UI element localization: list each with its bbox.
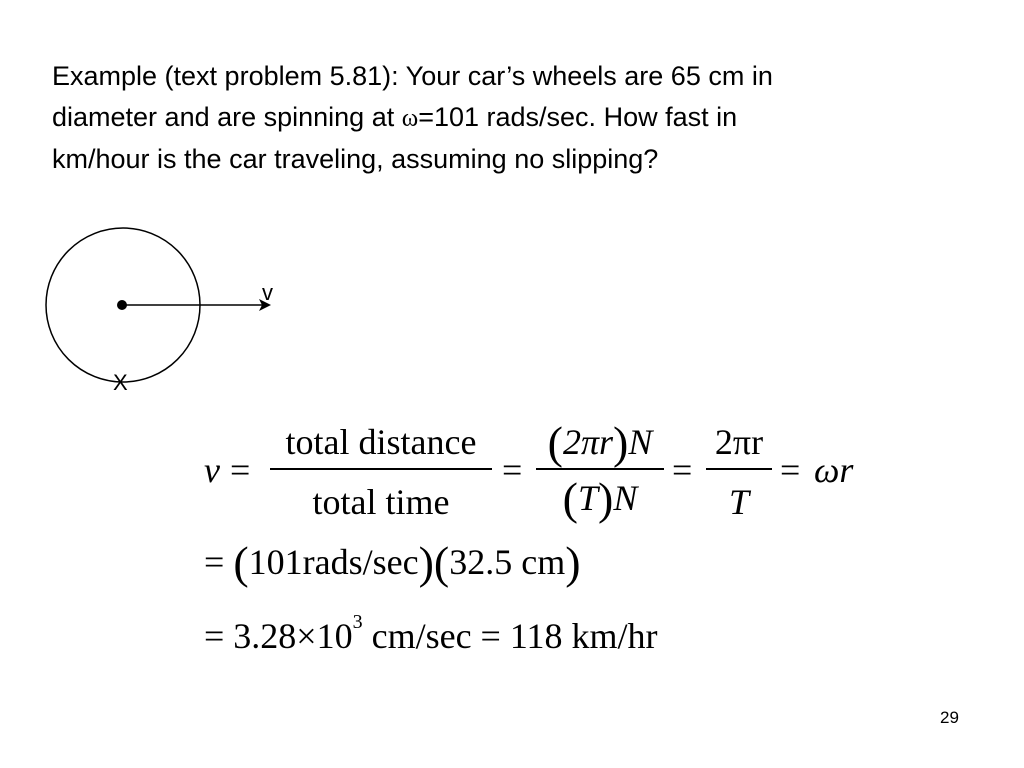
contact-point-label: X: [113, 370, 128, 395]
problem-line-2b: =101 rads/sec. How fast in: [418, 102, 738, 132]
frac2-bar: [536, 468, 664, 470]
eq1-equals-3: =: [672, 450, 693, 490]
problem-line-1: Example (text problem 5.81): Your car’s wheels are 65 cm in: [52, 61, 773, 91]
velocity-label: v: [262, 280, 273, 305]
frac1-bar: [270, 468, 492, 470]
eq2-angular-speed: 101rads/sec: [248, 542, 419, 582]
frac3-denominator: T: [728, 482, 750, 522]
eq2-radius: 32.5 cm: [449, 542, 566, 582]
eq1-equals-4: =: [780, 450, 801, 490]
eq3-units: cm/sec = 118 km/hr: [362, 616, 658, 656]
problem-line-2a: diameter and are spinning at: [52, 102, 402, 132]
frac3-bar: [706, 468, 772, 470]
frac2-denominator: (T)N: [562, 473, 638, 524]
frac2-numerator: (2πr)N: [547, 417, 653, 468]
equation-velocity-derivation: [200, 417, 880, 524]
eq1-result: ωr: [814, 450, 854, 490]
eq3-value: = 3.28×10: [204, 616, 353, 656]
eq1-equals-2: =: [502, 450, 523, 490]
frac3-numerator: 2πr: [714, 422, 764, 462]
frac1-denominator: total time: [312, 482, 450, 522]
page-number: 29: [940, 708, 959, 727]
equation-result: [204, 612, 658, 654]
problem-line-3: km/hour is the car traveling, assuming no slipping?: [52, 144, 659, 174]
equation-substitution: = (101rads/sec)(32.5 cm): [204, 537, 581, 588]
eq1-equals-1: =: [230, 450, 251, 490]
eq2-equals: =: [204, 542, 225, 582]
eq3-exponent: 3: [352, 611, 363, 633]
eq1-lhs: v: [204, 450, 220, 490]
frac1-numerator: total distance: [285, 422, 477, 462]
omega-symbol: ω: [401, 105, 419, 132]
